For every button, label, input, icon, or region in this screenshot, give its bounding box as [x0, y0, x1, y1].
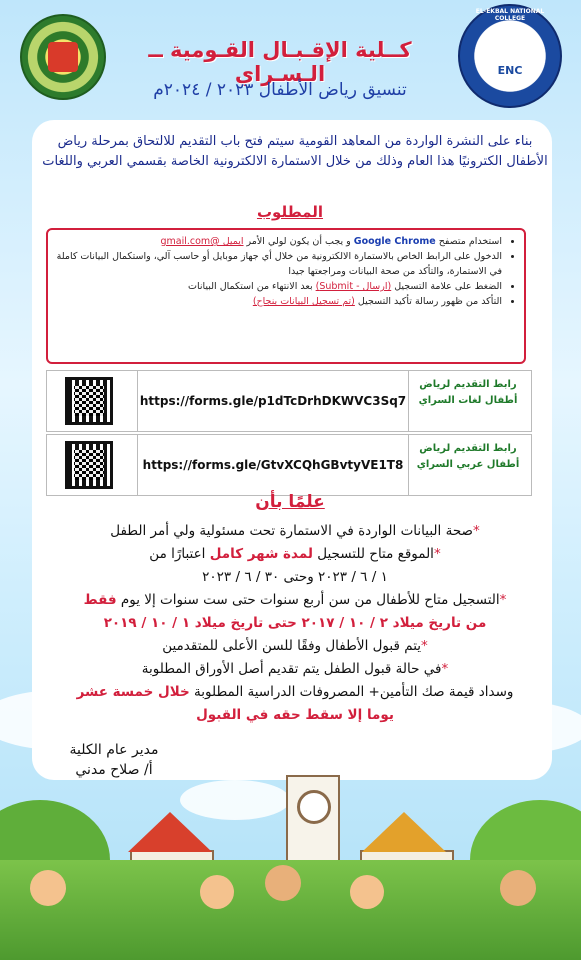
child-illustration [500, 870, 536, 906]
logo-enc-text: ENC [497, 64, 523, 77]
note-line: من تاريخ ميلاد ٢ / ١٠ / ٢٠١٧ حتى تاريخ ميلاد ١ / ١٠ / ٢٠١٩ [103, 615, 487, 631]
link-label-languages: رابط التقديم لرياض أطفال لغات السراي [418, 379, 518, 406]
note-line: وسداد قيمة صك التأمين+ المصروفات الدراسية المطلوبة خلال خمسة عشر [76, 684, 514, 700]
clock-icon [297, 790, 331, 824]
note-line: يوما إلا سقط حقه في القبول [196, 707, 394, 723]
child-illustration [200, 875, 234, 909]
gmail-requirement: ايميل @gmail.com [160, 236, 244, 247]
requirements-list [48, 230, 524, 309]
national-institutes-logo [20, 14, 106, 100]
application-link-row-languages [46, 370, 532, 432]
child-illustration [265, 865, 301, 901]
requirement-item: • الدخول على الرابط الخاص بالاستمارة الالكترونية من خلال أي جهاز موبايل أو حاسب آلي، واستكمال البيانات كاملة في الاستمارة، والتأكد من صحة البيانات ومراجعتها جيدا [56, 249, 502, 279]
application-link-languages[interactable]: https://forms.gle/p1dTcDrhDKWVC3Sq7 [137, 371, 409, 431]
header [0, 0, 581, 118]
note-line: *صحة البيانات الواردة في الاستمارة تحت مسئولية ولي أمر الطفل [110, 523, 480, 539]
signature [44, 740, 184, 780]
requirements-box [46, 228, 526, 364]
note-line: *الموقع متاح للتسجيل لمدة شهر كامل اعتبارًا من [149, 546, 441, 562]
page-subtitle: تنسيق رياض الأطفال ٢٠٢٣ / ٢٠٢٤م [153, 80, 407, 100]
notes-text [40, 520, 550, 727]
requirement-item: • الضغط على علامة التسجيل (ارسال - Submit) بعد الانتهاء من استكمال البيانات [56, 279, 502, 294]
requirements-title: المطلوب [256, 203, 324, 221]
note-line: *التسجيل متاح للأطفال من سن أربع سنوات حتى ست سنوات إلا يوم فقط [83, 592, 507, 608]
roof-illustration [362, 812, 446, 852]
logo-ring-text: EL-EKBAL NATIONAL COLLEGE [475, 8, 545, 22]
qr-code-icon[interactable] [65, 377, 113, 425]
roof-illustration [128, 812, 212, 852]
note-line: ١ / ٦ / ٢٠٢٣ وحتى ٣٠ / ٦ / ٢٠٢٣ [202, 569, 388, 585]
requirement-item: • التأكد من ظهور رسالة تأكيد التسجيل (تم تسجيل البيانات بنجاح) [56, 294, 502, 309]
requirement-item: • استخدام متصفح Google Chrome و يجب أن يكون لولي الأمر ايميل @gmail.com [56, 234, 502, 249]
signature-name: أ/ صلاح مدني [75, 762, 153, 778]
application-link-row-arabic [46, 434, 532, 496]
qr-code-icon[interactable] [65, 441, 113, 489]
note-line: *في حالة قبول الطفل يتم تقديم أصل الأوراق المطلوبة [141, 661, 449, 677]
intro-text: بناء على النشرة الواردة من المعاهد القومية سيتم فتح باب التقديم للالتحاق بمرحلة رياض الأطفال الكترونيًا هذا العام وذلك من خلال الاستمارة الالكترونية الخاصة بقسمي العربي واللغات [42, 134, 548, 169]
college-title: كــلية الإقـبـال القـومية ــ الـسـراي [148, 38, 412, 86]
notes-title: علمًا بأن [255, 492, 325, 512]
child-illustration [350, 875, 384, 909]
note-line: *يتم قبول الأطفال وفقًا للسن الأعلى للمتقدمين [162, 638, 428, 654]
signature-title: مدير عام الكلية [69, 742, 159, 758]
application-link-arabic[interactable]: https://forms.gle/GtvXCQhGBvtyVE1T8 [137, 435, 409, 495]
child-illustration [30, 870, 66, 906]
link-label-arabic: رابط التقديم لرياض أطفال عربي السراي [416, 443, 520, 470]
college-logo [458, 4, 562, 108]
